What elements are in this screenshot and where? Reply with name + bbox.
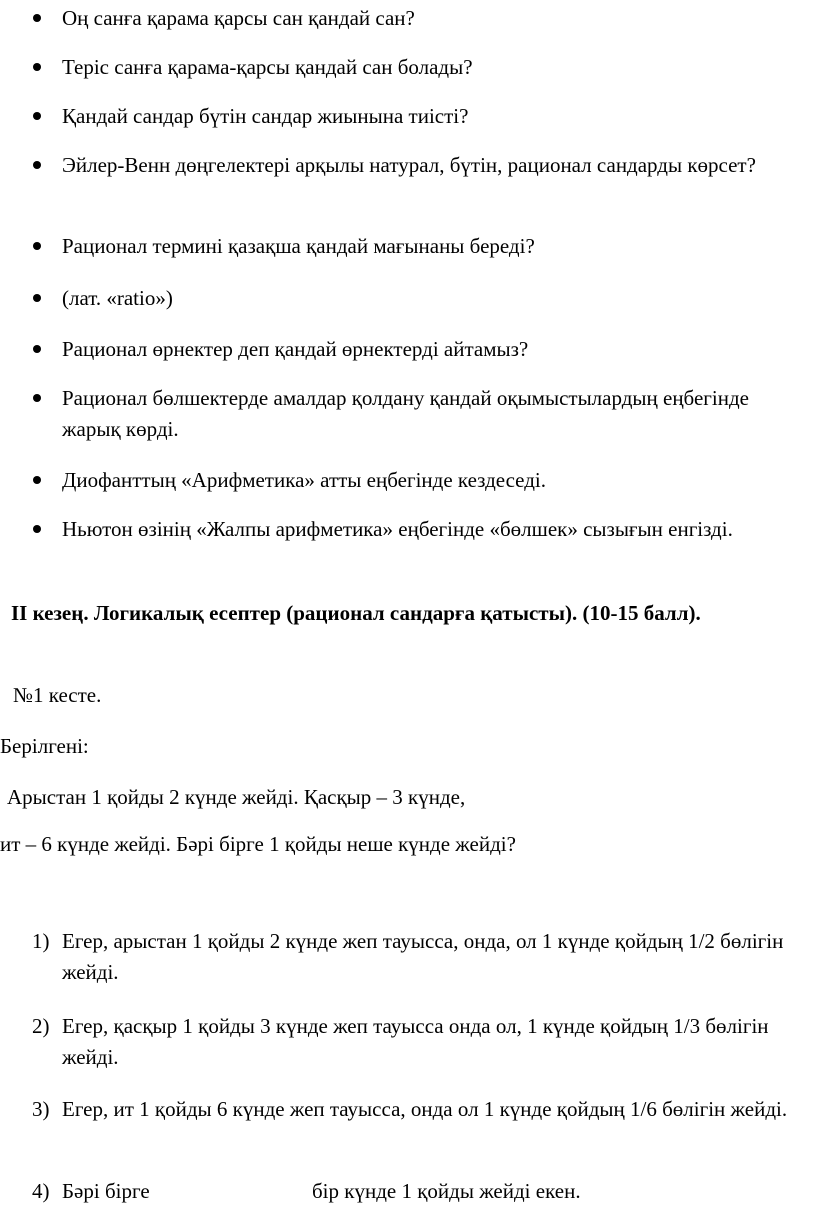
bullet-icon (33, 345, 41, 353)
step-number: 4) (32, 1179, 50, 1203)
question-text: Теріс санға қарама-қарсы қандай сан болады? (62, 55, 473, 79)
question-text: Диофанттың «Арифметика» атты еңбегінде кездеседі. (62, 468, 546, 492)
given-label: Берілгені: (0, 734, 89, 758)
bullet-icon (33, 112, 41, 120)
question-text: Оң санға қарама қарсы сан қандай сан? (62, 6, 415, 30)
problem-line-1: Арыстан 1 қойды 2 күнде жейді. Қасқыр – 3 күнде, (7, 785, 466, 809)
stage-heading: ІІ кезең. Логикалық есептер (рационал сандарға қатысты). (10-15 балл). (11, 601, 701, 625)
step-number: 1) (32, 929, 50, 953)
bullet-icon (33, 476, 41, 484)
question-text: Рационал өрнектер деп қандай өрнектерді айтамыз? (62, 337, 529, 361)
question-text: Ньютон өзінің «Жалпы арифметика» еңбегінде «бөлшек» сызығын енгізді. (62, 517, 733, 541)
step-text-end: бір күнде 1 қойды жейді екен. (312, 1179, 581, 1203)
question-text: Эйлер-Венн дөңгелектері арқылы натурал, бүтін, рационал сандарды көрсет? (62, 153, 756, 177)
bullet-icon (33, 161, 41, 169)
step-text-start: Бәрі бірге (62, 1179, 150, 1203)
bullet-icon (33, 525, 41, 533)
problem-line-2: ит – 6 күнде жейді. Бәрі бірге 1 қойды неше күнде жейді? (0, 832, 516, 856)
question-text: Рационал бөлшектерде амалдар қолдану қандай оқымыстылардың еңбегінде жарық көрді. (62, 386, 749, 441)
step-number: 2) (32, 1014, 50, 1038)
step-text: Егер, арыстан 1 қойды 2 күнде жеп тауысса, онда, ол 1 күнде қойдың 1/2 бөлігін жейді. (62, 929, 784, 984)
step-number: 3) (32, 1097, 50, 1121)
question-text: (лат. «ratio») (62, 286, 173, 310)
question-text: Қандай сандар бүтін сандар жиынына тиісті? (62, 104, 469, 128)
bullet-icon (33, 63, 41, 71)
question-text: Рационал термині қазақша қандай мағынаны береді? (62, 234, 535, 258)
bullet-icon (33, 14, 41, 22)
step-text: Егер, ит 1 қойды 6 күнде жеп тауысса, онда ол 1 күнде қойдың 1/6 бөлігін жейді. (62, 1097, 788, 1121)
bullet-icon (33, 294, 41, 302)
bullet-icon (33, 242, 41, 250)
step-text: Егер, қасқыр 1 қойды 3 күнде жеп тауысса онда ол, 1 күнде қойдың 1/3 бөлігін жейді. (62, 1014, 769, 1069)
table-label: №1 кесте. (13, 683, 102, 707)
bullet-icon (33, 394, 41, 402)
